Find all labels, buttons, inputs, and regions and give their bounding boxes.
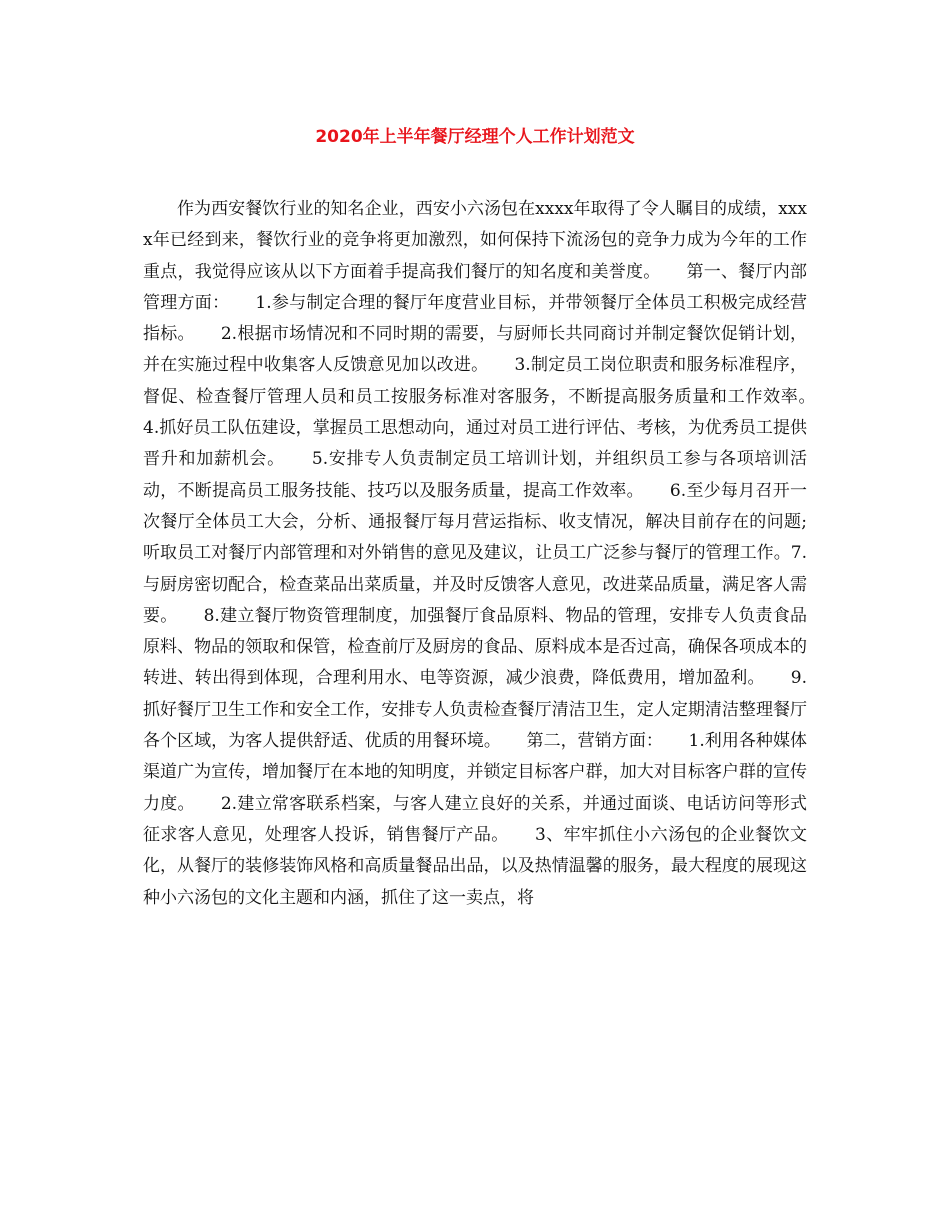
document-body-paragraph: 作为西安餐饮行业的知名企业，西安小六汤包在xxxx年取得了令人瞩目的成绩，xxxx年已经到来，餐饮行业的竞争将更加激烈，如何保持下流汤包的竞争力成为今年的工作重点，我觉得应该从以下方面着手提高我们餐厅的知名度和美誉度。 第一、餐厅内部管理方面： 1.参与制定合理的餐厅年度营业目标，并带领餐厅全体员工积极完成经营指标。 2.根据市场情况和不同时期的需要，与厨师长共同商讨并制定餐饮促销计划，并在实施过程中收集客人反馈意见加以改进。 3.制定员工岗位职责和服务标准程序，督促、检查餐厅管理人员和员工按服务标准对客服务，不断提高服务质量和工作效率。 4.抓好员工队伍建设，掌握员工思想动向，通过对员工进行评估、考核，为优秀员工提供晋升和加薪机会。 5.安排专人负责制定员工培训计划，并组织员工参与各项培训活动，不断提高员工服务技能、技巧以及服务质量，提高工作效率。 6.至少每月召开一次餐厅全体员工大会，分析、通报餐厅每月营运指标、收支情况，解决目前存在的问题;听取员工对餐厅内部管理和对外销售的意见及建议，让员工广泛参与餐厅的管理工作。7.与厨房密切配合，检查菜品出菜质量，并及时反馈客人意见，改进菜品质量，满足客人需要。 8.建立餐厅物资管理制度，加强餐厅食品原料、物品的管理，安排专人负责食品原料、物品的领取和保管，检查前厅及厨房的食品、原料成本是否过高，确保各项成本的转进、转出得到体现，合理利用水、电等资源，减少浪费，降低费用，增加盈利。 9.抓好餐厅卫生工作和安全工作，安排专人负责检查餐厅清洁卫生，定人定期清洁整理餐厅各个区域，为客人提供舒适、优质的用餐环境。 第二，营销方面： 1.利用各种媒体渠道广为宣传，增加餐厅在本地的知明度，并锁定目标客户群，加大对目标客户群的宣传力度。 2.建立常客联系档案，与客人建立良好的关系，并通过面谈、电话访问等形式征求客人意见，处理客人投诉，销售餐厅产品。 3、牢牢抓住小六汤包的企业餐饮文化，从餐厅的装修装饰风格和高质量餐品出品，以及热情温馨的服务，最大程度的展现这种小六汤包的文化主题和内涵，抓住了这一卖点，将 <box>143 199 841 908</box>
document-title: 2020年上半年餐厅经理个人工作计划范文 <box>315 127 635 147</box>
